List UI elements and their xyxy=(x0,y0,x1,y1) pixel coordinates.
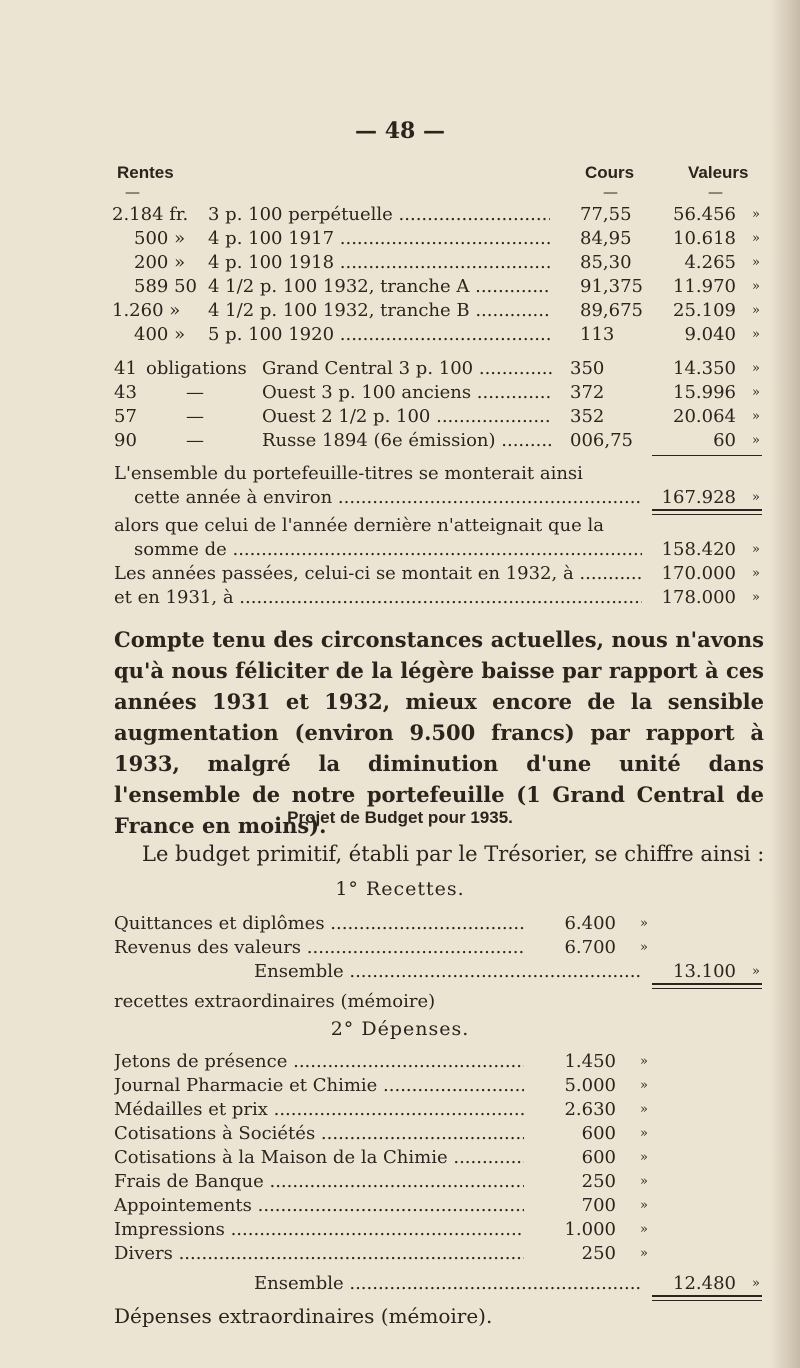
row-valeur: 4.265 xyxy=(684,252,736,273)
row-label: 5 p. 100 1920 ..... xyxy=(208,323,550,347)
commentary-paragraph: Compte tenu des circonstances actuelles, nous n'avons qu'à nous féliciter de la légère baisse par rapport à ces années 1931 et 1932, mieux encore de la sensible augmentation (environ 9.500 francs) par rapport à 1933, malgré la diminution d'une unité dans l'ensemble de notre portefeuille (1 Grand Central de France en moins). xyxy=(114,627,764,838)
table-row xyxy=(0,251,800,275)
row-qty: 41 xyxy=(114,358,137,379)
item-label: Divers ..... xyxy=(114,1242,524,1266)
row-label: Ouest 2 1/2 p. 100 ..... xyxy=(262,405,552,429)
item-amount: 5.000 xyxy=(564,1075,616,1096)
row-cours: 84,95 xyxy=(580,228,632,249)
row-valeur: 56.456 xyxy=(673,204,736,225)
row-label: Grand Central 3 p. 100 ..... xyxy=(262,357,552,381)
row-qty: 2.184 fr. xyxy=(112,204,189,225)
summary-text: alors que celui de l'année dernière n'atteignait que la xyxy=(114,515,604,536)
row-cours: 85,30 xyxy=(580,252,632,273)
item-label: Quittances et diplômes ..... xyxy=(114,912,524,936)
depenses-heading: 2° Dépenses. xyxy=(330,1018,470,1040)
item-label: Journal Pharmacie et Chimie ..... xyxy=(114,1074,524,1098)
subtotal-rule xyxy=(652,455,762,456)
item-amount: 250 xyxy=(581,1243,616,1264)
summary-text: Les années passées, celui-ci se montait en 1932, à ..... xyxy=(114,562,642,586)
item-label: Impressions ..... xyxy=(114,1218,524,1242)
row-label: 4 p. 100 1918 ..... xyxy=(208,251,550,275)
row-valeur: 14.350 xyxy=(673,358,736,379)
row-ditto: » xyxy=(752,207,760,222)
row-cours: 113 xyxy=(580,324,615,345)
row-ditto: » xyxy=(752,1276,760,1291)
item-label: Revenus des valeurs ..... xyxy=(114,936,524,960)
list-item xyxy=(0,936,800,960)
recettes-heading: 1° Recettes. xyxy=(335,878,465,900)
budget-intro: Le budget primitif, établi par le Trésorier, se chiffre ainsi : xyxy=(142,842,765,866)
table-row xyxy=(0,381,800,405)
summary-value: 167.928 xyxy=(661,487,736,508)
row-kind: obligations xyxy=(146,358,247,379)
header-cours: Cours xyxy=(585,163,635,182)
row-label: 4 1/2 p. 100 1932, tranche A ..... xyxy=(208,275,550,299)
table-row xyxy=(0,357,800,381)
depenses-extra: Dépenses extraordinaires (mémoire). xyxy=(114,1304,493,1328)
row-ditto: » xyxy=(640,1126,648,1141)
item-amount: 250 xyxy=(581,1171,616,1192)
row-valeur: 10.618 xyxy=(673,228,736,249)
row-ditto: » xyxy=(752,590,760,605)
item-label: Cotisations à la Maison de la Chimie ..... xyxy=(114,1146,524,1170)
summary-text: et en 1931, à ..... xyxy=(114,586,642,610)
total-value: 12.480 xyxy=(673,1273,736,1294)
table-row xyxy=(0,227,800,251)
depenses-extra-row xyxy=(0,1304,800,1328)
row-ditto: » xyxy=(752,303,760,318)
recettes-extra: recettes extraordinaires (mémoire) xyxy=(114,991,436,1012)
row-qty: 589 50 xyxy=(134,276,197,297)
header-dash-rentes: — xyxy=(125,183,140,201)
list-item xyxy=(0,1098,800,1122)
row-valeur: 20.064 xyxy=(673,406,736,427)
list-item xyxy=(0,1218,800,1242)
summary-text: cette année à environ ..... xyxy=(134,486,642,510)
summary-line-2 xyxy=(0,486,800,510)
row-cours: 006,75 xyxy=(570,430,633,451)
row-ditto: » xyxy=(640,1102,648,1117)
item-label: Appointements ..... xyxy=(114,1194,524,1218)
page-number: — 48 — xyxy=(355,118,445,144)
summary-line-1 xyxy=(0,462,800,486)
header-dash-cours: — xyxy=(603,183,618,201)
row-ditto: » xyxy=(752,433,760,448)
row-qty: 400 » xyxy=(134,324,186,345)
row-valeur: 60 xyxy=(713,430,736,451)
list-item xyxy=(0,1050,800,1074)
row-ditto: » xyxy=(640,1150,648,1165)
row-kind: — xyxy=(186,406,204,427)
item-amount: 600 xyxy=(581,1147,616,1168)
item-label: Médailles et prix ..... xyxy=(114,1098,524,1122)
row-ditto: » xyxy=(752,279,760,294)
item-amount: 2.630 xyxy=(564,1099,616,1120)
summary-line-6 xyxy=(0,586,800,610)
row-ditto: » xyxy=(640,1198,648,1213)
row-ditto: » xyxy=(752,361,760,376)
total-double-rule xyxy=(652,1295,762,1301)
row-ditto: » xyxy=(640,1054,648,1069)
list-item xyxy=(0,912,800,936)
recettes-total-row xyxy=(0,960,800,984)
item-amount: 6.400 xyxy=(564,913,616,934)
row-label: Ouest 3 p. 100 anciens ..... xyxy=(262,381,552,405)
row-cours: 352 xyxy=(570,406,605,427)
row-label: 3 p. 100 perpétuelle ..... xyxy=(208,203,550,227)
item-amount: 700 xyxy=(581,1195,616,1216)
total-value: 13.100 xyxy=(673,961,736,982)
list-item xyxy=(0,1194,800,1218)
row-ditto: » xyxy=(640,916,648,931)
row-kind: — xyxy=(186,382,204,403)
row-cours: 372 xyxy=(570,382,605,403)
row-ditto: » xyxy=(752,566,760,581)
row-valeur: 25.109 xyxy=(673,300,736,321)
row-qty: 1.260 » xyxy=(112,300,181,321)
item-label: Frais de Banque ..... xyxy=(114,1170,524,1194)
row-ditto: » xyxy=(752,964,760,979)
row-cours: 91,375 xyxy=(580,276,643,297)
item-amount: 6.700 xyxy=(564,937,616,958)
summary-line-5 xyxy=(0,562,800,586)
row-kind: — xyxy=(186,430,204,451)
row-cours: 350 xyxy=(570,358,605,379)
summary-line-3 xyxy=(0,514,800,538)
row-ditto: » xyxy=(752,409,760,424)
summary-text: somme de ..... xyxy=(134,538,642,562)
row-label: Russe 1894 (6e émission) ..... xyxy=(262,429,552,453)
row-ditto: » xyxy=(640,1246,648,1261)
budget-title: Projet de Budget pour 1935. xyxy=(287,808,513,827)
row-qty: 90 xyxy=(114,430,137,451)
header-valeurs: Valeurs xyxy=(688,163,749,182)
row-valeur: 9.040 xyxy=(684,324,736,345)
row-valeur: 15.996 xyxy=(673,382,736,403)
table-row xyxy=(0,405,800,429)
row-ditto: » xyxy=(752,490,760,505)
row-qty: 43 xyxy=(114,382,137,403)
row-ditto: » xyxy=(752,231,760,246)
table-row xyxy=(0,203,800,227)
item-amount: 1.000 xyxy=(564,1219,616,1240)
table-row xyxy=(0,429,800,453)
table-row xyxy=(0,299,800,323)
row-qty: 57 xyxy=(114,406,137,427)
row-ditto: » xyxy=(640,1222,648,1237)
row-cours: 89,675 xyxy=(580,300,643,321)
header-dash-valeurs: — xyxy=(708,183,723,201)
table-row xyxy=(0,323,800,347)
item-amount: 600 xyxy=(581,1123,616,1144)
row-ditto: » xyxy=(752,542,760,557)
recettes-extra-row xyxy=(0,990,800,1014)
total-double-rule xyxy=(652,983,762,989)
row-label: 4 p. 100 1917 ..... xyxy=(208,227,550,251)
header-rentes: Rentes xyxy=(117,163,174,182)
summary-line-4 xyxy=(0,538,800,562)
list-item xyxy=(0,1242,800,1266)
row-cours: 77,55 xyxy=(580,204,632,225)
summary-value: 158.420 xyxy=(661,539,736,560)
table-row xyxy=(0,275,800,299)
row-ditto: » xyxy=(752,385,760,400)
total-label: Ensemble ..... xyxy=(254,1272,642,1296)
row-label: 4 1/2 p. 100 1932, tranche B ..... xyxy=(208,299,550,323)
list-item xyxy=(0,1146,800,1170)
row-ditto: » xyxy=(640,940,648,955)
row-qty: 500 » xyxy=(134,228,186,249)
list-item xyxy=(0,1122,800,1146)
depenses-total-row xyxy=(0,1272,800,1296)
row-qty: 200 » xyxy=(134,252,186,273)
row-ditto: » xyxy=(752,327,760,342)
row-valeur: 11.970 xyxy=(673,276,736,297)
row-ditto: » xyxy=(752,255,760,270)
list-item xyxy=(0,1170,800,1194)
item-label: Cotisations à Sociétés ..... xyxy=(114,1122,524,1146)
summary-value: 170.000 xyxy=(661,563,736,584)
summary-value: 178.000 xyxy=(661,587,736,608)
item-label: Jetons de présence ..... xyxy=(114,1050,524,1074)
total-label: Ensemble ..... xyxy=(254,960,642,984)
item-amount: 1.450 xyxy=(564,1051,616,1072)
row-ditto: » xyxy=(640,1078,648,1093)
row-ditto: » xyxy=(640,1174,648,1189)
summary-text: L'ensemble du portefeuille-titres se monterait ainsi xyxy=(114,463,583,484)
list-item xyxy=(0,1074,800,1098)
